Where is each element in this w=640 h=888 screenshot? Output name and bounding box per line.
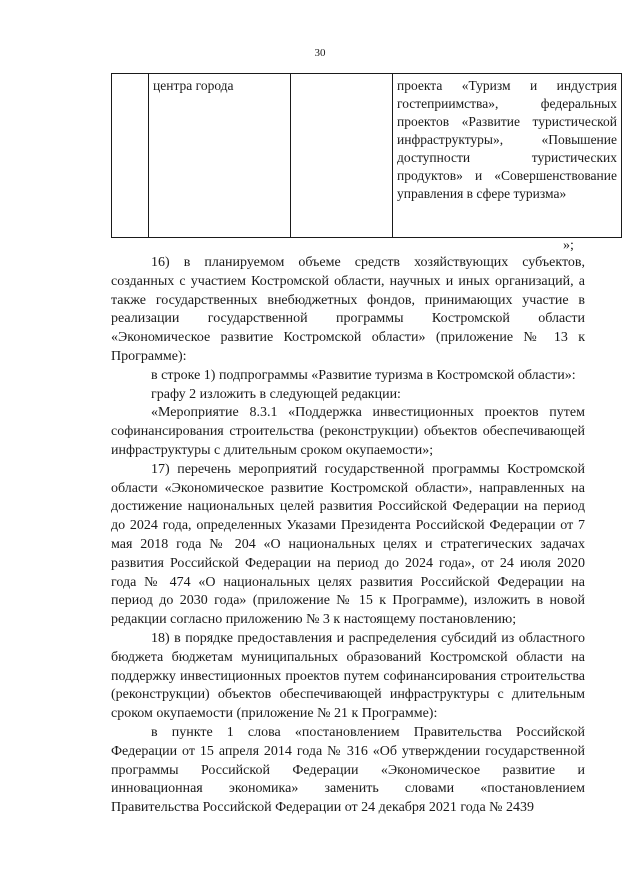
page-number: 30: [314, 47, 326, 59]
paragraph-item-17: 17) перечень мероприятий государственной программы Костромской области «Экономическое развитие Костромской области», направленных на достижение национальных целей развития Российской Федерации на период до 2024 года, определенных Указами Президента Российской Федерации от 7 мая 2018 года № 204 «О национальных целях и стратегических задачах развития Российской Федерации на период до 2024 года», от 24 июля 2020 года № 474 «О национальных целях развития Российской Федерации на период до 2030 года» (приложение № 15 к Программе), изложить в новой редакции согласно приложению № 3 к настоящему постановлению;: [111, 461, 585, 628]
paragraph-point-1: в пункте 1 слова «постановлением Правительства Российской Федерации от 15 апреля 2014 года № 316 «Об утверждении государственной программы Российской Федерации «Экономическое развитие и инновационная экономика» заменить словами «постановлением Правительства Российской Федерации от 24 декабря 2021 года № 2439: [111, 724, 585, 816]
table-cell-empty: [291, 74, 393, 238]
program-table-fragment: [111, 73, 622, 238]
paragraph-item-16: 16) в планируемом объеме средств хозяйствующих субъектов, созданных с участием Костромской области, научных и иных организаций, а также государственных внебюджетных фондов, принимающих участие в реализации государственной программы Костромской области «Экономическое развитие Костромской области» (приложение № 13 к Программе):: [111, 255, 585, 364]
paragraph-measure-text: «Мероприятие 8.3.1 «Поддержка инвестиционных проектов путем софинансирования строительства (реконструкции) объектов обеспечивающей инфраструктуры с длительным сроком окупаемости»;: [111, 405, 585, 458]
paragraph-item-18: 18) в порядке предоставления и распределения субсидий из областного бюджета бюджетам муниципальных образований Костромской области на поддержку инвестиционных проектов путем софинансирования строительства (реконструкции) объектов обеспечивающей инфраструктуры с длительным сроком окупаемости (приложение № 21 к Программе):: [111, 630, 585, 722]
table-cell-number: [112, 74, 149, 238]
table-cell-text: центра города: [153, 78, 234, 93]
paragraph-row-subprogram: в строке 1) подпрограммы «Развитие туризма в Костромской области»:: [151, 367, 576, 383]
table-cell-text: проекта «Туризм и индустрия гостеприимства», федеральных проектов «Развитие туристической инфраструктуры», «Повышение доступности туристических продуктов» и «Совершенствование управления в сфере туризма»: [397, 78, 617, 201]
paragraph-column-edit: графу 2 изложить в следующей редакции:: [151, 386, 401, 402]
table-cell-description: [393, 74, 622, 238]
table-cell-name: [149, 74, 291, 238]
document-body: [111, 254, 585, 818]
closing-quote-mark: »;: [563, 238, 574, 253]
table-row: [112, 74, 622, 238]
